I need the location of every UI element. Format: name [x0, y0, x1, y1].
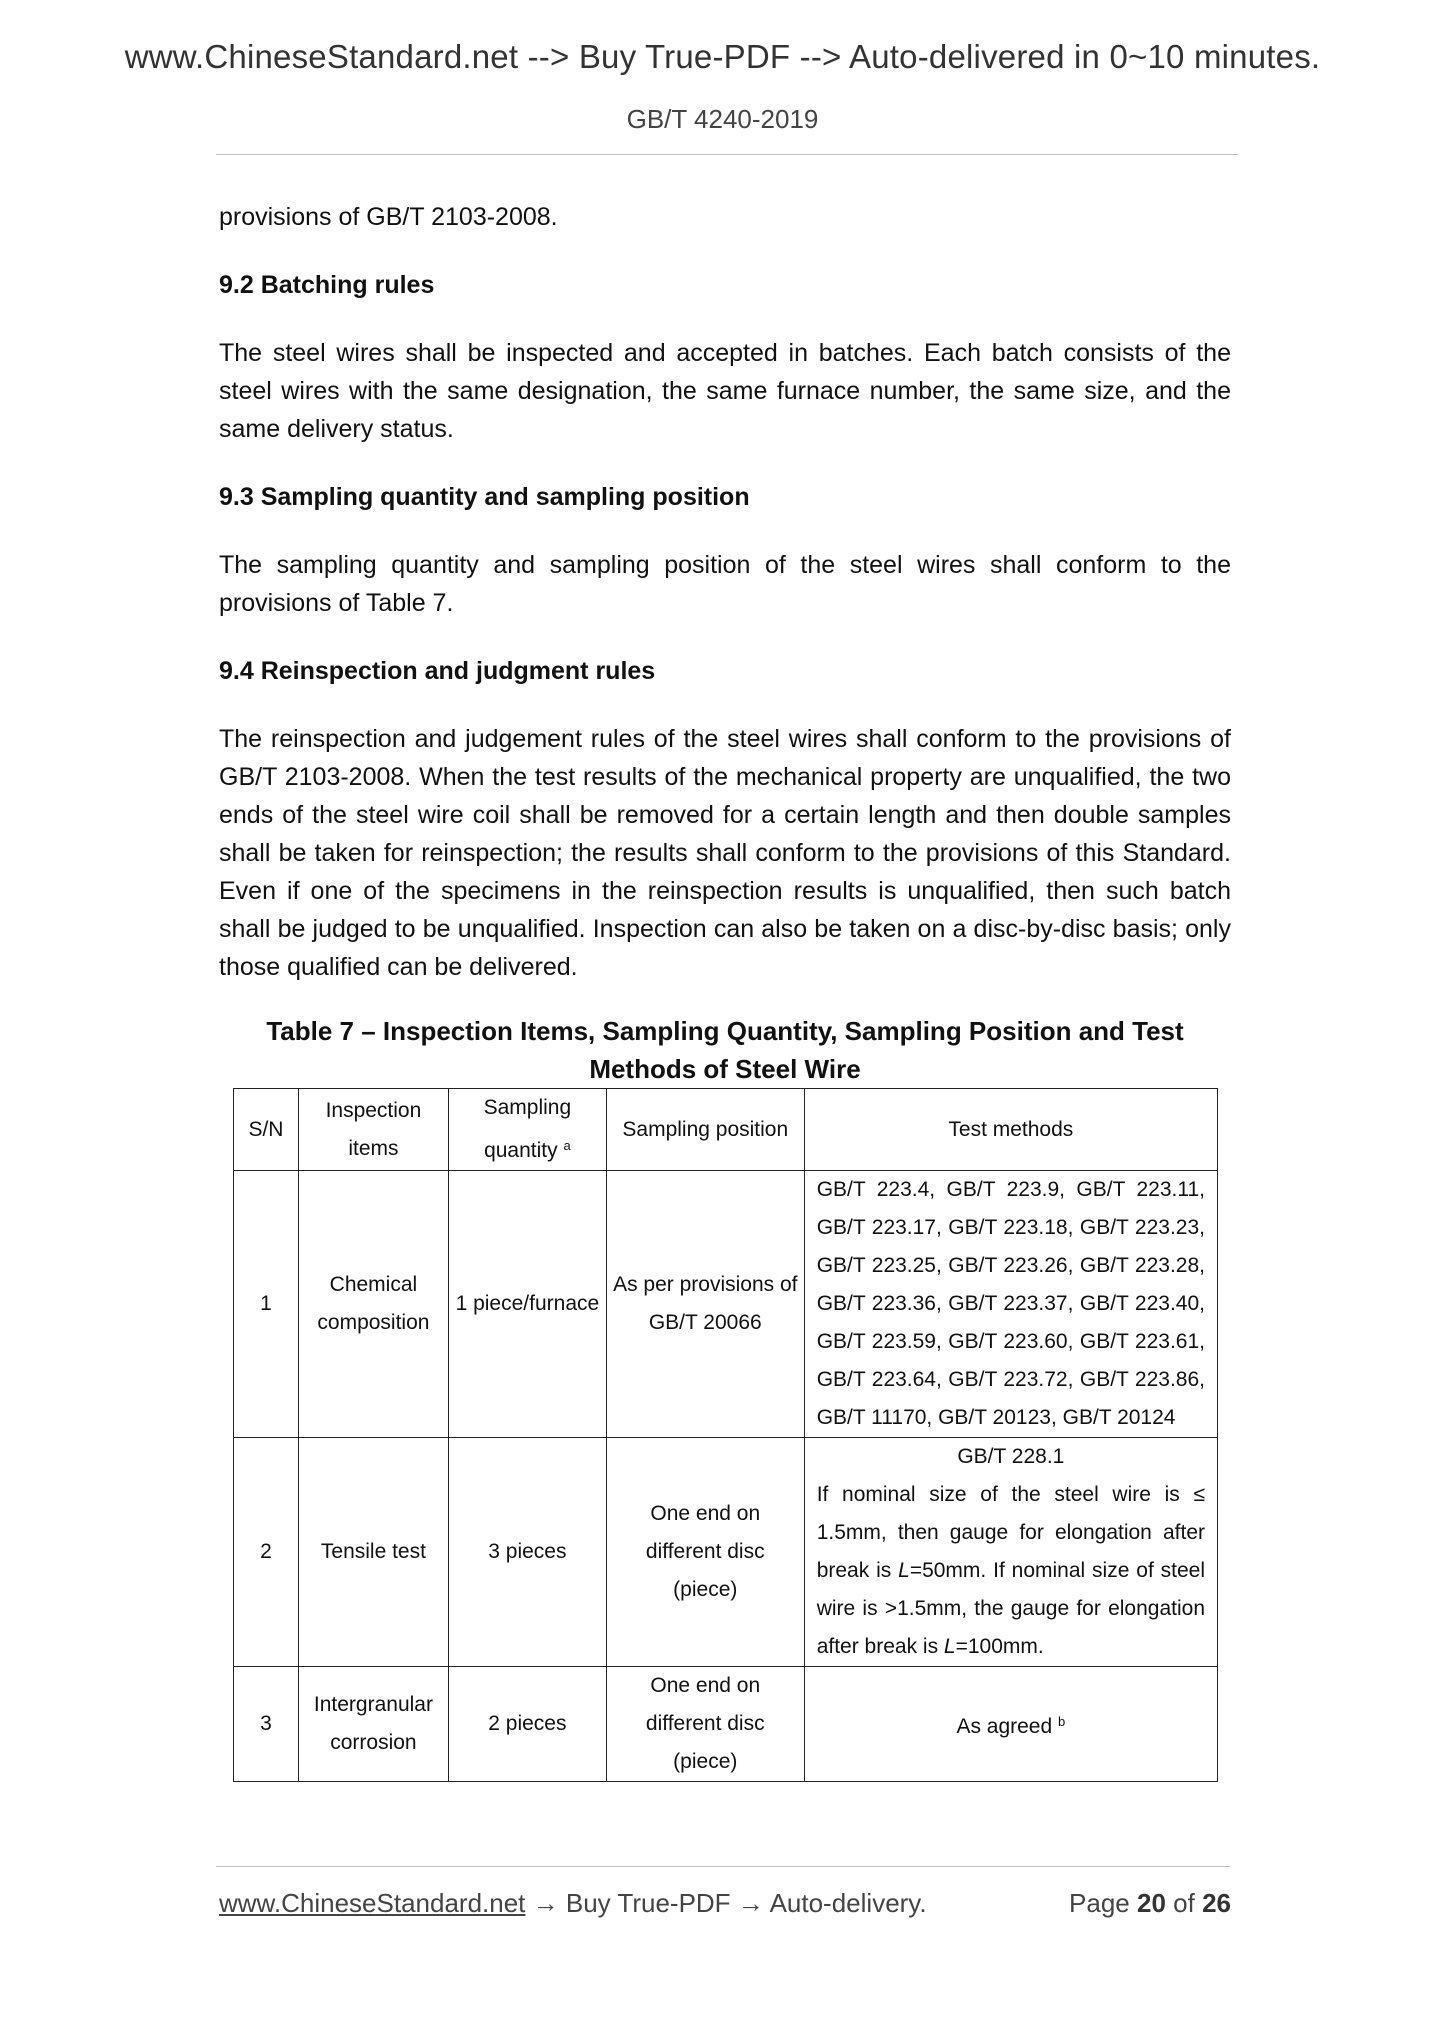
- current-page: 20: [1137, 1888, 1166, 1918]
- standard-code: GB/T 4240-2019: [626, 104, 819, 134]
- test-method-standard: GB/T 228.1: [957, 1445, 1065, 1468]
- top-banner: www.ChineseStandard.net --> Buy True-PDF --> Auto-delivered in 0~10 minutes.: [124, 38, 1321, 75]
- cell-sn: 1: [234, 1171, 299, 1438]
- cell-sampling-quantity: 1 piece/furnace: [448, 1171, 606, 1438]
- test-method-description: If nominal size of the steel wire is ≤ 1.5mm, then gauge for elongation after break is L=50mm. If nominal size of steel wire is >1.5mm, the gauge for elongation after break is L=100mm.: [816, 1483, 1205, 1658]
- page-footer: [219, 1888, 1231, 1919]
- cell-sampling-quantity: 2 pieces: [448, 1667, 606, 1782]
- cell-sn: 3: [234, 1667, 299, 1782]
- header-inspection-items: Inspection items: [298, 1089, 448, 1171]
- cell-sampling-position: One end on different disc (piece): [606, 1438, 804, 1667]
- table-row: [234, 1438, 1218, 1667]
- table-row: [234, 1171, 1218, 1438]
- footnote-marker-a: a: [563, 1138, 571, 1153]
- footer-tagline: → Buy True-PDF → Auto-delivery.: [525, 1888, 927, 1918]
- document-body: [219, 198, 1231, 1016]
- cell-test-methods: GB/T 223.4, GB/T 223.9, GB/T 223.11, GB/T 223.17, GB/T 223.18, GB/T 223.23, GB/T 223.25, GB/T 223.26, GB/T 223.28, GB/T 223.36, GB/T 223.37, GB/T 223.40, GB/T 223.59, GB/T 223.60, GB/T 223.61, GB/T 223.64, GB/T 223.72, GB/T 223.86, GB/T 11170, GB/T 20123, GB/T 20124: [804, 1171, 1217, 1438]
- cell-test-methods: As agreed $^b$: [804, 1667, 1217, 1782]
- cell-inspection-item: Chemical composition: [298, 1171, 448, 1438]
- header-sampling-quantity: Sampling quantity $^a$: [448, 1089, 606, 1171]
- header-sampling-position: Sampling position: [606, 1089, 804, 1171]
- cell-test-methods: [804, 1438, 1217, 1667]
- cell-inspection-item: Intergranular corrosion: [298, 1667, 448, 1782]
- section-heading-9-4: 9.4 Reinspection and judgment rules: [219, 657, 656, 685]
- cell-sampling-position: One end on different disc (piece): [606, 1667, 804, 1782]
- table-header-row: [234, 1089, 1218, 1171]
- total-pages: 26: [1202, 1888, 1231, 1918]
- footer-divider: [216, 1866, 1230, 1867]
- inspection-table: [233, 1088, 1218, 1782]
- header-sn: S/N: [234, 1089, 299, 1171]
- cell-inspection-item: Tensile test: [298, 1438, 448, 1667]
- paragraph-batching: The steel wires shall be inspected and accepted in batches. Each batch consists of the steel wires with the same designation, the same furnace number, the same size, and the same delivery status.: [219, 339, 1231, 443]
- table-row: [234, 1667, 1218, 1782]
- cell-sampling-position: As per provisions of GB/T 20066: [606, 1171, 804, 1438]
- paragraph-continuation: provisions of GB/T 2103-2008.: [219, 203, 558, 231]
- header-divider: [216, 154, 1238, 155]
- footnote-marker-b: b: [1058, 1713, 1066, 1729]
- section-heading-9-2: 9.2 Batching rules: [219, 271, 435, 299]
- header-test-methods: Test methods: [804, 1089, 1217, 1171]
- paragraph-reinspection: The reinspection and judgement rules of the steel wires shall conform to the provisions of GB/T 2103-2008. When the test results of the mechanical property are unqualified, the two ends of the steel wire coil shall be removed for a certain length and then double samples shall be taken for reinspection; the results shall conform to the provisions of this Standard. Even if one of the specimens in the reinspection results is unqualified, then such batch shall be judged to be unqualified. Inspection can also be taken on a disc-by-disc basis; only those qualified can be delivered.: [219, 725, 1231, 981]
- cell-sampling-quantity: 3 pieces: [448, 1438, 606, 1667]
- paragraph-sampling: The sampling quantity and sampling position of the steel wires shall conform to the provisions of Table 7.: [219, 551, 1231, 617]
- section-heading-9-3: 9.3 Sampling quantity and sampling position: [219, 483, 750, 511]
- cell-sn: 2: [234, 1438, 299, 1667]
- footer-site-link[interactable]: www.ChineseStandard.net: [219, 1888, 526, 1918]
- page-indicator: Page 20 of 26: [1069, 1888, 1231, 1918]
- table-title: Table 7 – Inspection Items, Sampling Quantity, Sampling Position and Test Methods of Steel Wire: [266, 1016, 1184, 1084]
